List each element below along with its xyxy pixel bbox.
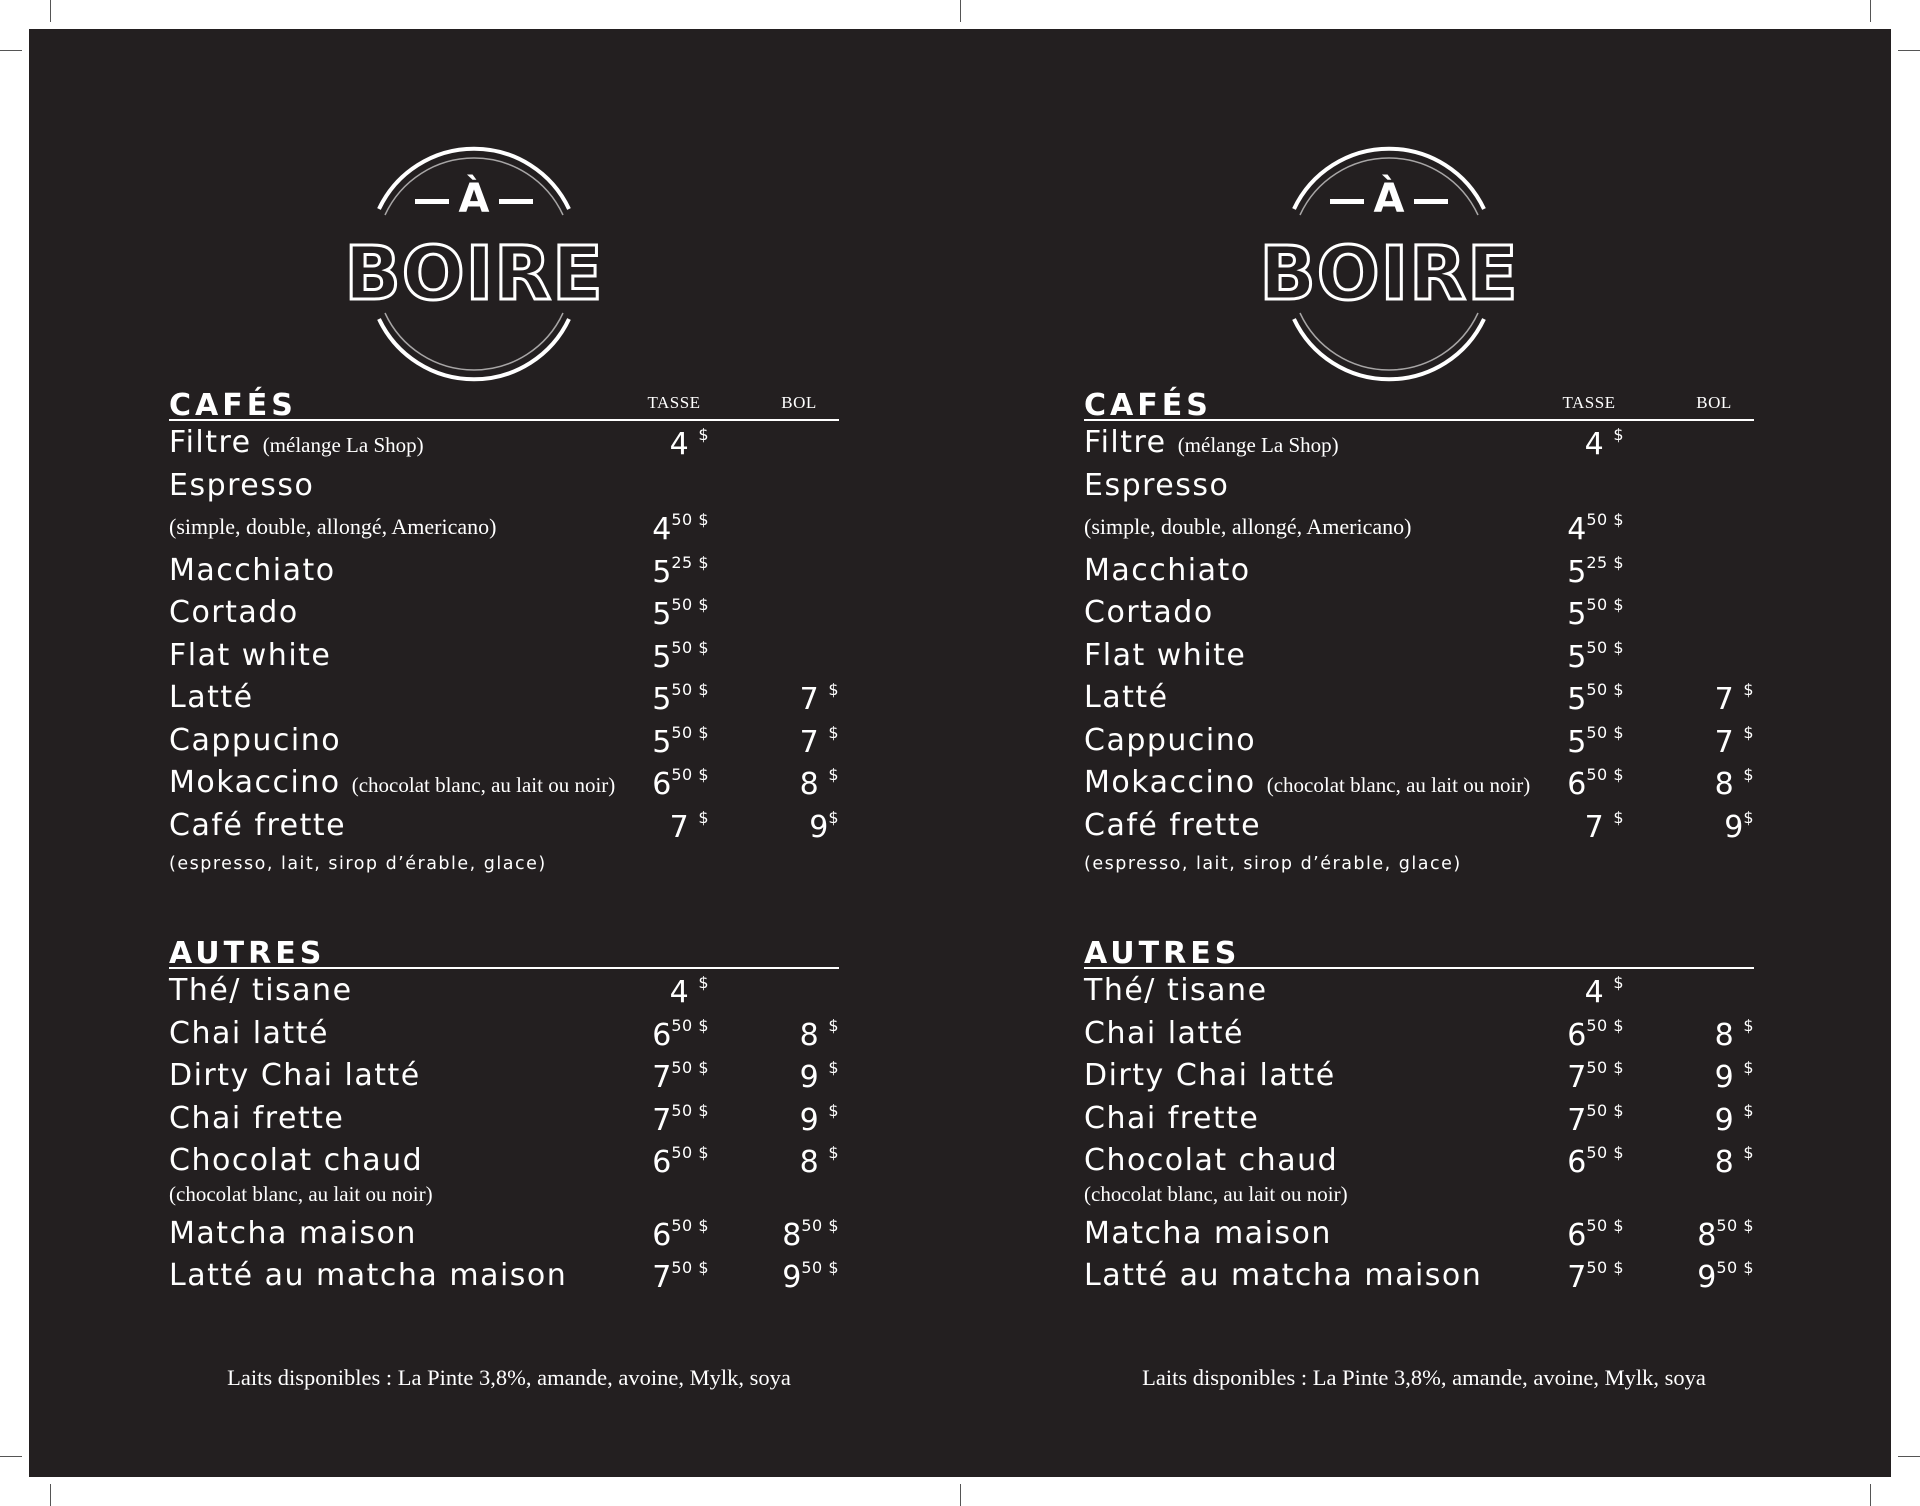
menu-item (169, 1054, 839, 1097)
price-bol: 9$ (809, 807, 839, 845)
menu-item (169, 676, 839, 719)
menu-item (1084, 969, 1754, 1012)
price-tasse: $4^{50 \$}$ (652, 510, 709, 547)
item-name: Thé/ tisane (169, 973, 353, 1008)
price-bol: $9^{50 \$}$ (782, 1258, 839, 1295)
item-name: Cortado (1084, 595, 1214, 630)
price-bol: $8^{50 \$}$ (1697, 1215, 1754, 1253)
crop-mark (960, 1484, 961, 1506)
menu-item (169, 1097, 839, 1140)
crop-mark (0, 1456, 22, 1457)
logo-accent: À (1254, 179, 1524, 219)
item-name: Chocolat chaud (1084, 1143, 1339, 1178)
menu-panel-left (29, 29, 960, 1477)
price-tasse: $7^{50 \$}$ (652, 1100, 709, 1138)
crop-mark (1898, 50, 1920, 51)
item-name: Latté au matcha maison (169, 1258, 568, 1293)
crop-mark (50, 0, 51, 22)
price-bol: $9^{50 \$}$ (1697, 1258, 1754, 1295)
item-name: Flat white (169, 637, 332, 673)
menu-item (169, 969, 839, 1012)
column-header-bol: BOL (781, 393, 817, 412)
price-bol: 9 $ (799, 1100, 839, 1138)
item-name: Filtre (mélange La Shop) (169, 425, 424, 460)
section-header (1084, 379, 1754, 421)
menu-item (1084, 676, 1754, 719)
price-tasse: $7^{50 \$}$ (652, 1058, 709, 1095)
menu-item (1084, 804, 1754, 847)
item-note: (simple, double, allongé, Americano) (169, 514, 497, 539)
section-title: CAFÉS (1084, 388, 1212, 423)
price-tasse: $5^{50 \$}$ (652, 680, 709, 717)
price-tasse: 4 $ (669, 425, 709, 462)
section-header (169, 379, 839, 421)
price-bol: 8 $ (799, 1143, 839, 1180)
menu-item (1084, 719, 1754, 762)
price-tasse: $6^{50 \$}$ (652, 1015, 709, 1053)
price-bol: 9 $ (1714, 1058, 1754, 1095)
item-name: Dirty Chai latté (169, 1058, 421, 1093)
price-bol: 7 $ (799, 722, 839, 760)
price-tasse: $5^{50 \$}$ (652, 637, 709, 675)
item-note: (espresso, lait, sirop d’érable, glace) (1084, 854, 1462, 874)
menu-item (169, 804, 839, 847)
price-bol: 7 $ (1714, 680, 1754, 717)
price-tasse: $6^{50 \$}$ (1567, 1015, 1624, 1053)
price-tasse: 7 $ (1584, 807, 1624, 845)
item-note: (mélange La Shop) (262, 433, 424, 457)
price-bol: 8 $ (1714, 1143, 1754, 1180)
item-name: Chocolat chaud (169, 1143, 424, 1178)
price-bol: 8 $ (1714, 1015, 1754, 1053)
item-name: Macchiato (169, 552, 336, 588)
price-tasse: $5^{50 \$}$ (1567, 637, 1624, 675)
item-name: Latté (1084, 680, 1169, 715)
logo-wordmark: BOIRE (1259, 231, 1519, 317)
price-bol: 8 $ (799, 1015, 839, 1053)
boire-logo (1254, 119, 1524, 389)
item-name: Flat white (1084, 637, 1247, 673)
price-tasse: 4 $ (1584, 973, 1624, 1010)
item-name: Thé/ tisane (1084, 973, 1268, 1008)
item-note: (simple, double, allongé, Americano) (1084, 514, 1412, 539)
menu-item (1084, 634, 1754, 677)
menu-item (1084, 1097, 1754, 1140)
menu-item (169, 1212, 839, 1255)
item-note: (chocolat blanc, au lait ou noir) (351, 773, 616, 797)
section-autres (169, 927, 839, 1297)
item-name: Mokaccino (chocolat blanc, au lait ou noir) (169, 765, 616, 800)
price-tasse: $5^{50 \$}$ (1567, 595, 1624, 632)
crop-mark (1870, 1484, 1871, 1506)
section-header (169, 927, 839, 969)
price-bol: $8^{50 \$}$ (782, 1215, 839, 1253)
price-tasse: $5^{25 \$}$ (652, 552, 709, 590)
crop-mark (1898, 1456, 1920, 1457)
menu-item (1084, 464, 1754, 507)
price-bol: 8 $ (1714, 765, 1754, 802)
price-tasse: $6^{50 \$}$ (652, 1215, 709, 1253)
price-tasse: $6^{50 \$}$ (1567, 1143, 1624, 1180)
item-name: Chai latté (169, 1015, 329, 1051)
section-header (1084, 927, 1754, 969)
item-name: Macchiato (1084, 552, 1251, 588)
item-name: Latté au matcha maison (1084, 1258, 1483, 1293)
price-tasse: $5^{25 \$}$ (1567, 552, 1624, 590)
section-cafes (1084, 379, 1754, 882)
menu-item (1084, 1254, 1754, 1297)
crop-mark (960, 0, 961, 22)
boire-logo (339, 119, 609, 389)
milk-options-note: Laits disponibles : La Pinte 3,8%, amande, avoine, Mylk, soya (227, 1365, 791, 1390)
menu-item (169, 464, 839, 507)
menu-item (1084, 506, 1754, 549)
menu-item (169, 719, 839, 762)
item-name: Chai frette (1084, 1100, 1260, 1136)
item-name: Mokaccino (chocolat blanc, au lait ou noir) (1084, 765, 1531, 800)
section-title: AUTRES (169, 936, 326, 971)
item-name: Chai latté (1084, 1015, 1244, 1051)
price-tasse: 7 $ (669, 807, 709, 845)
price-tasse: $7^{50 \$}$ (1567, 1258, 1624, 1295)
menu-item (169, 421, 839, 464)
section-title: AUTRES (1084, 936, 1241, 971)
menu-item (169, 549, 839, 592)
price-tasse: 4 $ (1584, 425, 1624, 462)
menu-item (169, 1254, 839, 1297)
item-note: (chocolat blanc, au lait ou noir) (1266, 773, 1531, 797)
menu-item (1084, 1139, 1754, 1182)
crop-mark (0, 50, 22, 51)
menu-item (169, 634, 839, 677)
price-bol: 9 $ (799, 1058, 839, 1095)
menu-item (1084, 1212, 1754, 1255)
price-tasse: 4 $ (669, 973, 709, 1010)
item-name: Matcha maison (1084, 1215, 1332, 1251)
menu-item (169, 1012, 839, 1055)
milk-options-note: Laits disponibles : La Pinte 3,8%, amande, avoine, Mylk, soya (1142, 1365, 1706, 1390)
item-name: Cappucino (169, 722, 342, 758)
price-tasse: $6^{50 \$}$ (1567, 1215, 1624, 1253)
item-name: Café frette (169, 807, 347, 843)
item-name: Filtre (mélange La Shop) (1084, 425, 1339, 460)
price-bol: 7 $ (799, 680, 839, 717)
price-tasse: $5^{50 \$}$ (652, 595, 709, 632)
menu-item (169, 1139, 839, 1182)
price-bol: 9$ (1724, 807, 1754, 845)
column-header-tasse: TASSE (647, 393, 701, 412)
item-name: Espresso (169, 467, 315, 503)
price-tasse: $5^{50 \$}$ (652, 722, 709, 760)
menu-item (169, 761, 839, 804)
menu-board (29, 29, 1891, 1477)
crop-mark (50, 1484, 51, 1506)
column-header-bol: BOL (1696, 393, 1732, 412)
price-bol: 7 $ (1714, 722, 1754, 760)
price-tasse: $4^{50 \$}$ (1567, 510, 1624, 547)
item-name: Cortado (169, 595, 299, 630)
price-tasse: $7^{50 \$}$ (652, 1258, 709, 1295)
price-tasse: $7^{50 \$}$ (1567, 1058, 1624, 1095)
price-tasse: $6^{50 \$}$ (652, 1143, 709, 1180)
item-note: (espresso, lait, sirop d’érable, glace) (169, 854, 547, 874)
crop-mark (1870, 0, 1871, 22)
item-note: (mélange La Shop) (1177, 433, 1339, 457)
price-tasse: $7^{50 \$}$ (1567, 1100, 1624, 1138)
price-tasse: $6^{50 \$}$ (1567, 765, 1624, 802)
menu-item (1084, 1054, 1754, 1097)
logo-accent: À (339, 179, 609, 219)
item-name: Café frette (1084, 807, 1262, 843)
column-header-tasse: TASSE (1562, 393, 1616, 412)
item-name: Cappucino (1084, 722, 1257, 758)
section-title: CAFÉS (169, 388, 297, 423)
item-note: (chocolat blanc, au lait ou noir) (169, 1181, 433, 1206)
item-name: Dirty Chai latté (1084, 1058, 1336, 1093)
item-name: Espresso (1084, 467, 1230, 503)
item-note: (chocolat blanc, au lait ou noir) (1084, 1181, 1348, 1206)
price-tasse: $6^{50 \$}$ (652, 765, 709, 802)
logo-wordmark: BOIRE (344, 231, 604, 317)
menu-item (1084, 761, 1754, 804)
menu-item (169, 506, 839, 549)
menu-panel-right (944, 29, 1875, 1477)
menu-item (1084, 1012, 1754, 1055)
item-name: Latté (169, 680, 254, 715)
item-name: Matcha maison (169, 1215, 417, 1251)
price-tasse: $5^{50 \$}$ (1567, 680, 1624, 717)
menu-item (1084, 591, 1754, 634)
menu-item (1084, 421, 1754, 464)
price-tasse: $5^{50 \$}$ (1567, 722, 1624, 760)
menu-item (1084, 549, 1754, 592)
price-bol: 9 $ (1714, 1100, 1754, 1138)
menu-item (169, 591, 839, 634)
item-name: Chai frette (169, 1100, 345, 1136)
price-bol: 8 $ (799, 765, 839, 802)
section-autres (1084, 927, 1754, 1297)
section-cafes (169, 379, 839, 882)
